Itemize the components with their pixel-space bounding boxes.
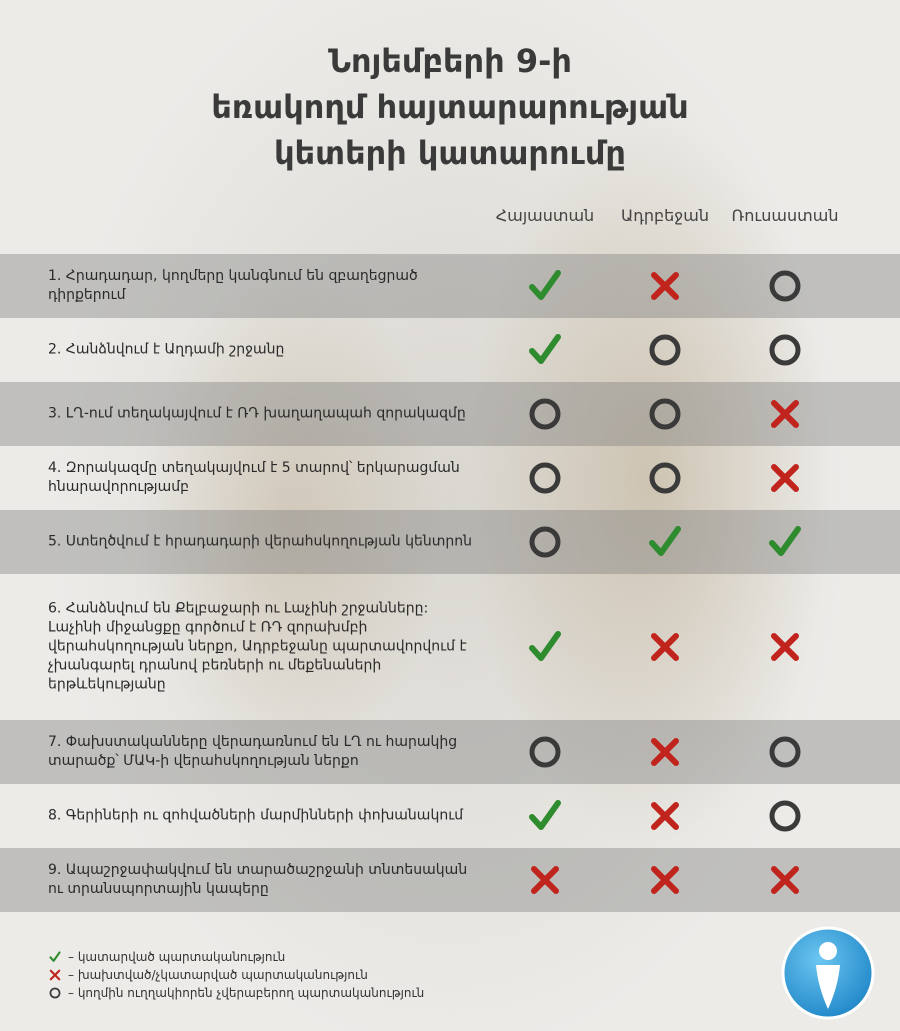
table-row: [0, 848, 900, 912]
cross-icon: [645, 796, 685, 836]
legend-check-label: – կատարված պարտականություն: [68, 950, 286, 964]
cross-icon: [48, 968, 62, 982]
row-label: 9. Ապաշրջափակվում են տարածաշրջանի տնտեսական ու տրանսպորտային կապերը: [48, 862, 468, 897]
column-header-russia: Ռուսաստան: [731, 206, 839, 225]
row-label: 5. Ստեղծվում է հրադադարի վերահսկողության կենտրոն: [48, 533, 472, 550]
title-line-3: կետերի կատարումը: [274, 134, 626, 172]
circle-icon: [645, 458, 685, 498]
table-row: [0, 446, 900, 510]
page-title: [0, 38, 900, 176]
check-icon: [525, 796, 565, 836]
table-row: [0, 720, 900, 784]
legend-item-check: [48, 948, 424, 966]
legend-item-circle: [48, 984, 424, 1002]
table-row: [0, 382, 900, 446]
circle-icon: [765, 330, 805, 370]
row-label: 2. Հանձնվում է Աղդամի շրջանը: [48, 341, 285, 358]
title-line-1: Նոյեմբերի 9-ի: [328, 42, 572, 80]
circle-icon: [645, 394, 685, 434]
cross-icon: [645, 266, 685, 306]
circle-icon: [525, 732, 565, 772]
check-icon: [645, 522, 685, 562]
row-label: 8. Գերիների ու զոհվածների մարմինների փոխանակում: [48, 807, 464, 824]
table-row: [0, 510, 900, 574]
row-label: 3. ԼՂ-ում տեղակայվում է ՌԴ խաղաղապահ զորակազմը: [48, 405, 466, 422]
row-label: 1. Հրադադար, կողմերը կանգնում են զբաղեցրած դիրքերում: [48, 268, 418, 303]
row-label: 4. Զորակազմը տեղակայվում է 5 տարով՝ երկարացման հնարավորությամբ: [48, 460, 460, 495]
circle-icon: [525, 394, 565, 434]
circle-icon: [765, 796, 805, 836]
row-label: 6. Հանձնվում են Քելբաջարի ու Լաչինի շրջանները: Լաչինի միջանցքը գործում է ՌԴ զորախմբի վերահսկողության ներքո, Ադրբեջանը պարտավորվում է չխանգարել դրանով բեռների ու մեքենաների երթևեկությանը: [48, 600, 467, 693]
column-header-armenia: Հայաստան: [495, 206, 595, 225]
title-line-2: եռակողմ հայտարարության: [211, 88, 689, 126]
legend-circle-label: – կողմին ուղղակիորեն չվերաբերող պարտականություն: [68, 986, 425, 1000]
cross-icon: [765, 394, 805, 434]
legend-item-cross: [48, 966, 424, 984]
cross-icon: [525, 860, 565, 900]
circle-icon: [525, 522, 565, 562]
cross-icon: [645, 627, 685, 667]
info-logo-icon: [780, 925, 876, 1021]
cross-icon: [765, 860, 805, 900]
circle-icon: [525, 458, 565, 498]
check-icon: [765, 522, 805, 562]
check-icon: [525, 266, 565, 306]
table-row: [0, 318, 900, 382]
cross-icon: [765, 458, 805, 498]
legend-cross-label: – խախտված/չկատարված պարտականություն: [68, 968, 368, 982]
check-icon: [525, 330, 565, 370]
table-row: [0, 254, 900, 318]
table-row: [0, 784, 900, 848]
legend: [48, 948, 424, 1002]
circle-icon: [48, 986, 62, 1000]
circle-icon: [645, 330, 685, 370]
circle-icon: [765, 266, 805, 306]
circle-icon: [765, 732, 805, 772]
check-icon: [48, 950, 62, 964]
cross-icon: [645, 860, 685, 900]
cross-icon: [645, 732, 685, 772]
table-row: [0, 574, 900, 720]
cross-icon: [765, 627, 805, 667]
row-label: 7. Փախստականները վերադառնում են ԼՂ ու հարակից տարածք՝ ՄԱԿ-ի վերահսկողության ներքո: [48, 734, 458, 769]
check-icon: [525, 627, 565, 667]
column-header-azerbaijan: Ադրբեջան: [621, 206, 709, 225]
